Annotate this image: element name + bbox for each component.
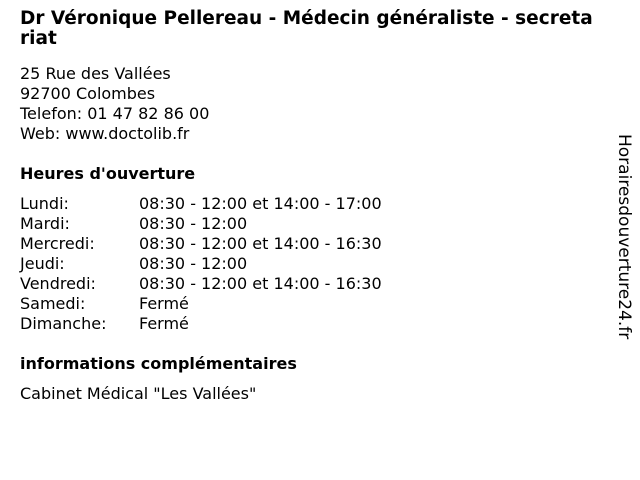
day-label: Samedi: xyxy=(20,294,86,313)
day-label: Mercredi: xyxy=(20,234,95,253)
address-street: 25 Rue des Vallées xyxy=(20,64,171,83)
time-value: Fermé xyxy=(139,314,189,333)
time-value: Fermé xyxy=(139,294,189,313)
website-link[interactable]: Web: www.doctolib.fr xyxy=(20,124,190,143)
page-title: Dr Véronique Pellereau - Médecin généraliste - secretariat xyxy=(20,8,593,49)
time-value: 08:30 - 12:00 et 14:00 - 17:00 xyxy=(139,194,382,213)
day-label: Lundi: xyxy=(20,194,69,213)
opening-hours-heading: Heures d'ouverture xyxy=(20,164,196,183)
time-value: 08:30 - 12:00 xyxy=(139,254,248,273)
address-block xyxy=(20,64,209,144)
day-label: Mardi: xyxy=(20,214,70,233)
day-label: Jeudi: xyxy=(20,254,65,273)
time-value: 08:30 - 12:00 xyxy=(139,214,248,233)
phone-number[interactable]: Telefon: 01 47 82 86 00 xyxy=(20,104,210,123)
day-label: Dimanche: xyxy=(20,314,107,333)
day-label: Vendredi: xyxy=(20,274,96,293)
time-value: 08:30 - 12:00 et 14:00 - 16:30 xyxy=(139,234,382,253)
address-city: 92700 Colombes xyxy=(20,84,156,103)
additional-info-heading: informations complémentaires xyxy=(20,354,297,373)
time-value: 08:30 - 12:00 et 14:00 - 16:30 xyxy=(139,274,382,293)
site-brand-watermark: Horairesdouverture24.fr xyxy=(614,134,634,340)
additional-info-text: Cabinet Médical "Les Vallées" xyxy=(20,384,257,403)
